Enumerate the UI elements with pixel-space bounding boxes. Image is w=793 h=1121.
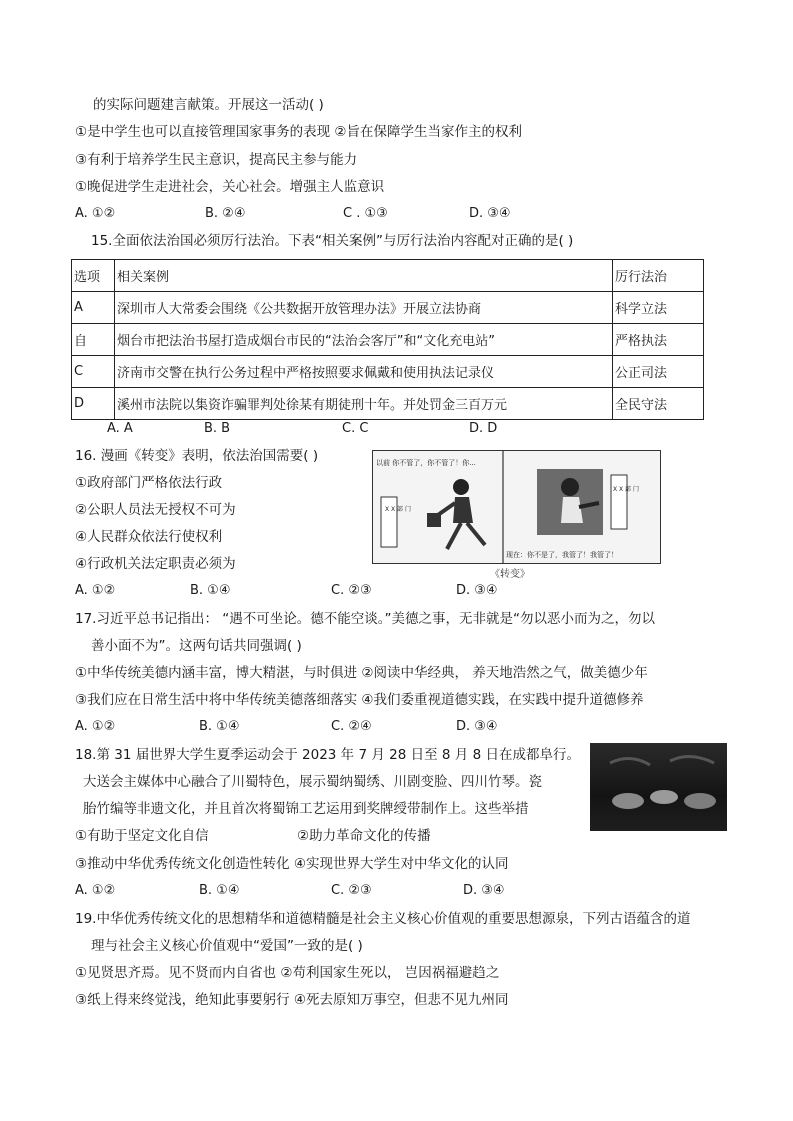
q18-option-c: C. ②③ [331, 883, 372, 898]
q14-option-c: C . ①③ [343, 206, 388, 221]
q18-statements-3-4: ③推动中华优秀传统文化创造性转化 ④实现世界大学生对中华文化的认同 [75, 856, 509, 872]
q18-statement-1: ①有助于坚定文化自信 [75, 828, 209, 844]
q17-statements-1-2: ①中华传统美德内涵丰富，博大精湛，与时俱进 ②阅读中华经典， 养天地浩然之气，做美德少年 [75, 665, 648, 681]
q14-options [75, 205, 675, 223]
q16-option-d: D. ③④ [456, 583, 498, 598]
q16-stem: 16. 漫画《转变》表明，依法治国需要( ) [75, 448, 319, 464]
q16-statement-1: ①政府部门严格依法行政 [75, 475, 223, 491]
q19-stem-line-2: 理与社会主义核心价值观中“爱国”一致的是( ) [91, 938, 363, 954]
table-row [72, 324, 704, 356]
q19-statements-1-2: ①见贤思齐焉。见不贤而内自省也 ②苟利国家生死以， 岂因祸福避趋之 [75, 965, 500, 981]
q18-stem-line-2: 大送会主媒体中心融合了川蜀特色，展示蜀纳蜀绣、川剧变脸、四川竹琴。瓷 [83, 774, 542, 790]
cartoon-bottom-right-text: 现在：你不是了，我管了！我管了！ [506, 551, 618, 559]
q18-option-d: D. ③④ [463, 883, 505, 898]
cartoon-left-bubble: 以前 你不管了，你不管了！你... [376, 459, 476, 467]
medal-ribbon-photo [590, 743, 727, 831]
table-cell-rule: 全民守法 [613, 388, 704, 420]
table-cell-case: 深圳市人大常委会围绕《公共数据开放管理办法》开展立法协商 [115, 292, 613, 324]
q19-stem-line-1: 19.中华优秀传统文化的思想精华和道德精髓是社会主义核心价值观的重要思想源泉，下列古语蕴含的道 [75, 911, 691, 927]
cartoon-left-sign: X X 部 门 [385, 506, 411, 513]
table-header-cell: 相关案例 [115, 260, 613, 292]
q14-option-d: D. ③④ [469, 206, 511, 221]
cartoon-illustration [373, 451, 660, 563]
q15-option-a: A. A [107, 421, 133, 436]
q17-option-b: B. ①④ [199, 719, 240, 734]
q17-stem-line-2: 善小面不为”。这两句话共同强调( ) [91, 638, 302, 654]
q16-option-a: A. ①② [75, 583, 116, 598]
cartoon-caption: 《转变》 [490, 569, 530, 580]
q14-statement-3: ③有利于培养学生民主意识，提高民主参与能力 [75, 152, 358, 168]
table-cell-option: 自 [72, 324, 115, 356]
table-row [72, 356, 704, 388]
q16-option-b: B. ①④ [190, 583, 231, 598]
q16-option-c: C. ②③ [331, 583, 372, 598]
q18-stem-line-1: 18.第 31 届世界大学生夏季运动会于 2023 年 7 月 28 日至 8 月 8 日在成都阜行。 [75, 747, 580, 763]
q17-option-c: C. ②④ [331, 719, 372, 734]
q18-stem-line-3: 胎竹编等非遗文化，并且首次将蜀锦工艺运用到奖牌绶带制作上。这些举措 [83, 801, 529, 817]
q16-statement-4: ④行政机关法定职责必须为 [75, 556, 236, 572]
q15-option-d: D. D [469, 421, 498, 436]
q15-option-c: C. C [342, 421, 369, 436]
q18-option-a: A. ①② [75, 883, 116, 898]
table-row [72, 388, 704, 420]
q17-stem-line-1: 17.习近平总书记指出： “遇不可坐论。德不能空谈。”美德之事，无非就是“勿以恶小而为之，勿以 [75, 611, 655, 627]
medal-photo-illustration [590, 743, 727, 831]
q14-statement-4: ①晚促进学生走进社会，关心社会。增强主人监意识 [75, 179, 385, 195]
q18-statement-2: ②助力革命文化的传播 [297, 828, 431, 844]
table-header-cell: 厉行法治 [613, 260, 704, 292]
q15-option-b: B. B [204, 421, 231, 436]
table-cell-case: 溪州市法院以集资诈骗罪判处徐某有期徒刑十年。并处罚金三百万元 [115, 388, 613, 420]
table-cell-rule: 公正司法 [613, 356, 704, 388]
q17-statements-3-4: ③我们应在日常生活中将中华传统美德落细落实 ④我们委重视道德实践，在实践中提升道德修养 [75, 692, 644, 708]
q17-option-d: D. ③④ [456, 719, 498, 734]
table-cell-rule: 科学立法 [613, 292, 704, 324]
table-row [72, 292, 704, 324]
q16-statement-3: ④人民群众依法行使权利 [75, 529, 223, 545]
q14-statement-1-2: ①是中学生也可以直接管理国家事务的表现 ②旨在保障学生当家作主的权利 [75, 124, 522, 140]
q16-statement-2: ②公职人员法无授权不可为 [75, 502, 236, 518]
q18-options [75, 882, 675, 900]
table-cell-rule: 严格执法 [613, 324, 704, 356]
q18-option-b: B. ①④ [199, 883, 240, 898]
table-cell-option: D [72, 388, 115, 420]
table-cell-option: C [72, 356, 115, 388]
table-cell-case: 济南市交警在执行公务过程中严格按照要求佩戴和使用执法记录仪 [115, 356, 613, 388]
q15-stem: 15.全面依法治国必须厉行法治。下表“相关案例”与厉行法治内容配对正确的是( ) [91, 233, 574, 249]
q17-option-a: A. ①② [75, 719, 116, 734]
cartoon-transformation [372, 450, 661, 564]
table-header-row [72, 260, 704, 292]
q15-options [107, 420, 607, 438]
q19-statements-3-4: ③纸上得来终觉浅，绝知此事要躬行 ④死去原知万事空，但悲不见九州同 [75, 992, 509, 1008]
table-header-cell: 选项 [72, 260, 115, 292]
cartoon-right-sign: X X 部 门 [613, 486, 639, 493]
q15-case-table [71, 259, 704, 420]
table-cell-option: A [72, 292, 115, 324]
q14-option-b: B. ②④ [205, 206, 246, 221]
q16-options [75, 582, 675, 600]
q14-stem-tail: 的实际问题建言献策。开展这一活动( ) [93, 97, 324, 113]
table-cell-case: 烟台市把法治书屋打造成烟台市民的“法治会客厅”和“文化充电站” [115, 324, 613, 356]
q14-option-a: A. ①② [75, 206, 116, 221]
q17-options [75, 718, 675, 736]
